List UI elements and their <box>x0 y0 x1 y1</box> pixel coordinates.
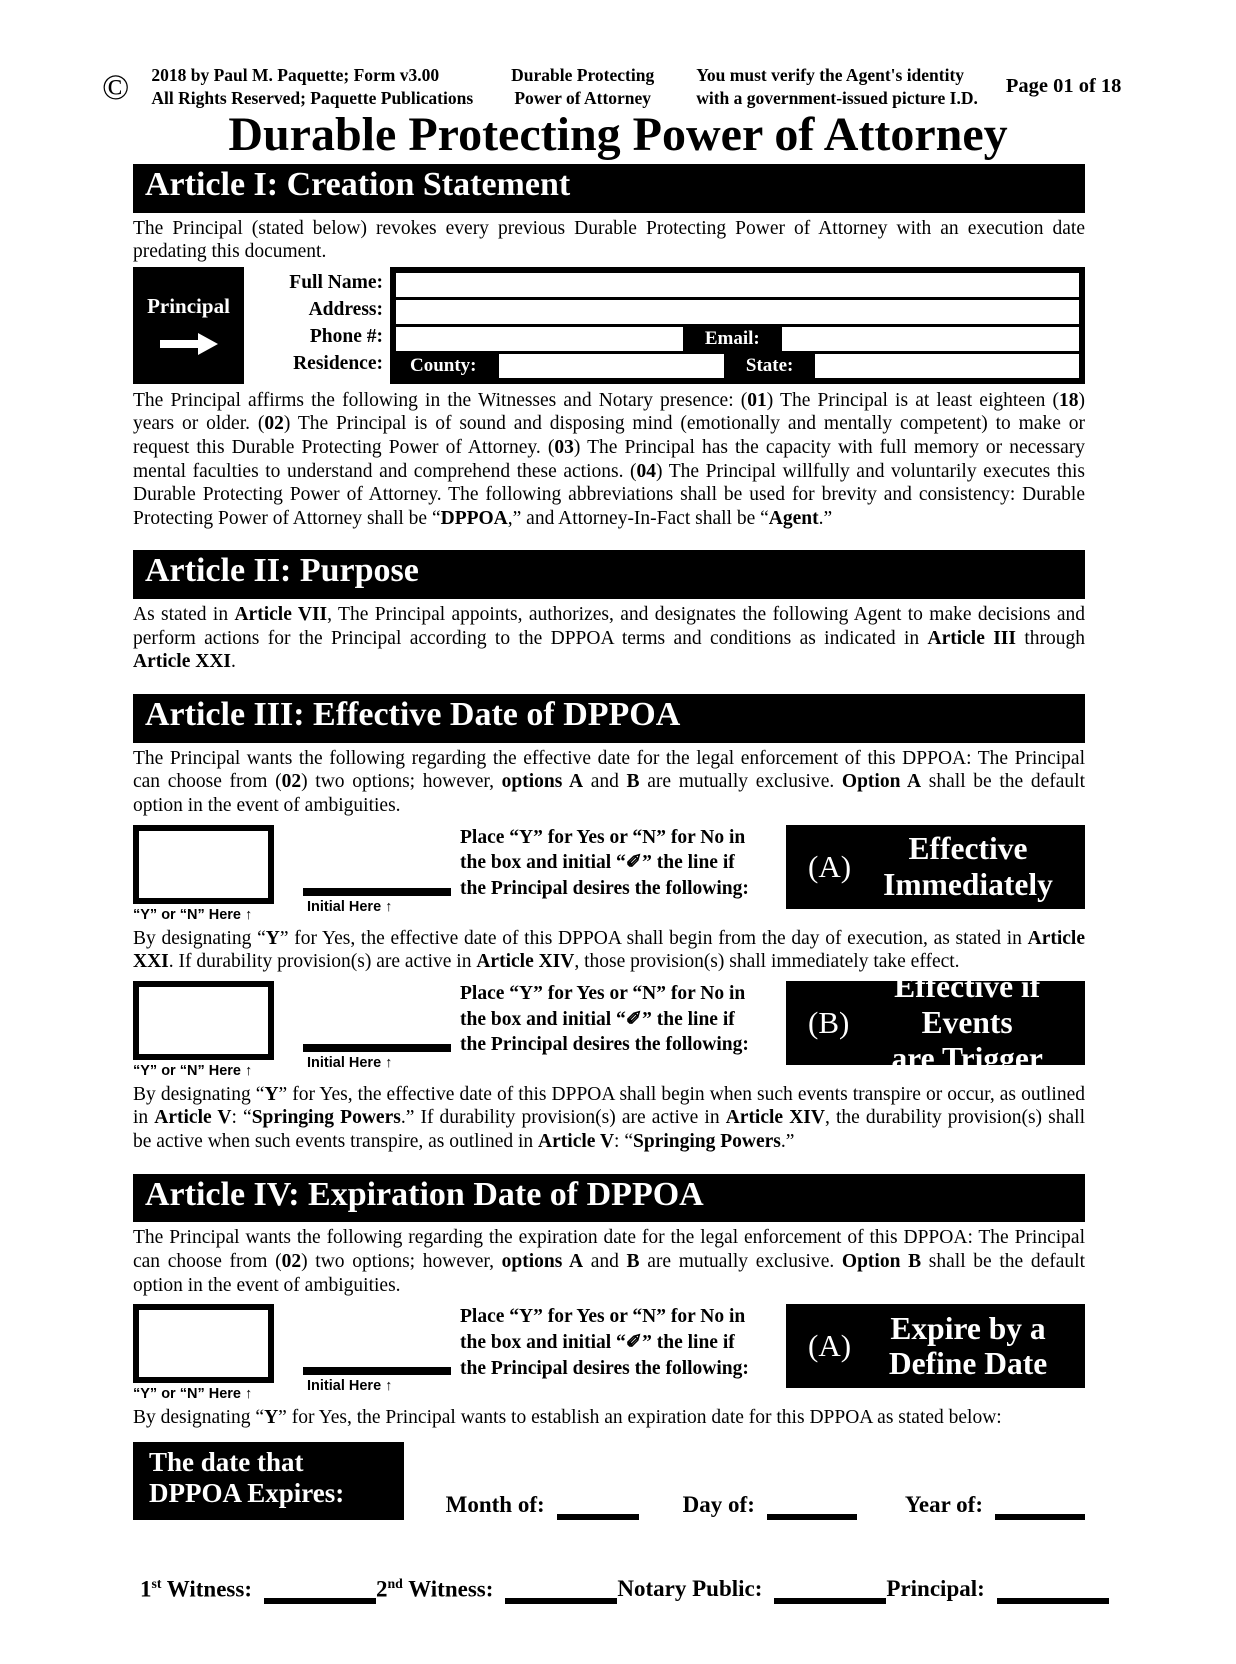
expiration-date-label: The date that DPPOA Expires: <box>133 1442 404 1520</box>
witness2-group <box>376 1576 617 1605</box>
phone-input[interactable] <box>396 327 683 351</box>
day-label: Day of: <box>682 1491 755 1517</box>
year-group <box>905 1492 1085 1520</box>
yn-here-caption: “Y” or “N” Here ↑ <box>133 906 253 923</box>
article4-option-a-row <box>133 1304 1085 1402</box>
option-title-line2: Define Date <box>888 1346 1048 1382</box>
county-input[interactable] <box>499 354 724 378</box>
option-title <box>863 969 1085 1076</box>
option-instruction <box>460 825 774 902</box>
option-title-line1: Effective <box>908 831 1028 866</box>
document-short-title-line1: Durable Protecting <box>511 65 655 85</box>
option-instruction-line2: the box and initial “✐” the line if <box>460 1331 735 1353</box>
page-title: Durable Protecting Power of Attorney <box>228 107 1008 161</box>
identity-notice <box>696 64 978 110</box>
phone-label: Phone #: <box>309 325 383 347</box>
month-group <box>446 1492 639 1520</box>
option-instruction-line1: Place “Y” for Yes or “N” for No in <box>460 826 746 848</box>
county-label: County: <box>410 354 477 376</box>
option-instruction-line2: the box and initial “✐” the line if <box>460 852 735 874</box>
year-label: Year of: <box>904 1491 983 1517</box>
month-label: Month of: <box>445 1491 545 1517</box>
article3-intro: The Principal wants the following regarding the effective date for the legal enforcement of this DPPOA: The Principal can choose from (02) two options; however, options A and B are mutually exclusive. Option A shall be the default option in the event of ambiguities. <box>133 747 1085 816</box>
article4-heading: Article IV: Expiration Date of DPPOA <box>133 1174 1085 1223</box>
day-group <box>683 1492 857 1520</box>
article3-heading: Article III: Effective Date of DPPOA <box>133 694 1085 743</box>
article3-option-b-initial-line[interactable] <box>303 1044 451 1052</box>
article4-option-a-yn-box[interactable] <box>133 1304 274 1383</box>
option-instruction-line3: the Principal desires the following: <box>460 1357 749 1379</box>
yn-here-caption: “Y” or “N” Here ↑ <box>133 1386 253 1403</box>
initial-here-caption: Initial Here ↑ <box>307 1378 393 1395</box>
article1-affirmations: The Principal affirms the following in the Witnesses and Notary presence: (01) The Principal is at least eighteen (18) years or older. (02) The Principal is of sound and disposing mind (emotionally and mentally competent) to make or request this Durable Protecting Power of Attorney. (03) The Principal has the capacity with full memory or necessary mental faculties to understand and comprehend these actions. (04) The Principal willfully and voluntarily executes this Durable Protecting Power of Attorney. The following abbreviations shall be used for brevity and consistency: Durable Protecting Power of Attorney shall be “DPPOA,” and Attorney-In-Fact shall be “Agent.” <box>133 389 1085 529</box>
month-blank-line[interactable] <box>557 1514 639 1520</box>
article2-body: As stated in Article VII, The Principal appoints, authorizes, and designates the following Agent to make decisions and perform actions for the Principal according to the DPPOA terms and conditions as indicated in Article III through Article XXI. <box>133 604 1085 673</box>
option-instruction-line1: Place “Y” for Yes or “N” for No in <box>460 1306 746 1328</box>
article3-option-a-explanation: By designating “Y” for Yes, the effective date of this DPPOA shall begin from the day of execution, as stated in Article XXI. If durability provision(s) are active in Article XIV, those provision(s) shall immediately take effect. <box>133 927 1085 973</box>
year-blank-line[interactable] <box>995 1514 1085 1520</box>
state-input[interactable] <box>815 354 1079 378</box>
principal-fields-panel <box>390 267 1085 384</box>
witness2-label: 2nd Witness: <box>376 1575 494 1602</box>
signature-row <box>140 1576 1085 1605</box>
principal-arrow-icon <box>158 331 220 357</box>
principal-field-labels <box>244 267 390 384</box>
article3-option-b-row <box>133 969 1085 1079</box>
option-instruction-line3: the Principal desires the following: <box>460 878 749 900</box>
principal-info-form <box>133 267 1085 384</box>
page-header <box>102 64 1136 110</box>
option-instruction-line3: the Principal desires the following: <box>460 1034 749 1056</box>
article1-heading: Article I: Creation Statement <box>133 164 1085 213</box>
option-title-line1: Expire by a <box>890 1310 1046 1346</box>
option-title-line2: are Trigger <box>891 1040 1043 1076</box>
option-letter: (B) <box>808 1004 850 1040</box>
option-title-line2: Immediately <box>883 866 1053 902</box>
identity-notice-line1: You must verify the Agent's identity <box>696 65 965 85</box>
witness1-group <box>140 1576 376 1605</box>
article3-option-a-initial-line[interactable] <box>303 888 451 896</box>
article3-option-a-row <box>133 825 1085 923</box>
option-title <box>865 831 1085 902</box>
principal-signature-label: Principal: <box>886 1576 985 1602</box>
document-short-title <box>511 64 654 110</box>
article4-option-a-banner <box>786 1304 1085 1388</box>
article4-option-a-explanation: By designating “Y” for Yes, the Principal wants to establish an expiration date for this DPPOA as stated below: <box>133 1407 1002 1429</box>
principal-signature-line[interactable] <box>997 1598 1109 1604</box>
copyright-line2: All Rights Reserved; Paquette Publications <box>151 87 474 108</box>
witness1-label: 1st Witness: <box>140 1575 252 1602</box>
identity-notice-line2: with a government-issued picture I.D. <box>696 87 978 108</box>
option-instruction <box>460 981 774 1058</box>
expiration-date-row <box>133 1442 1085 1520</box>
option-instruction-line1: Place “Y” for Yes or “N” for No in <box>460 982 746 1004</box>
article1-intro: The Principal (stated below) revokes every previous Durable Protecting Power of Attorney with an execution date predating this document. <box>133 217 1085 263</box>
option-letter: (A) <box>808 848 852 884</box>
article3-option-a-banner <box>786 825 1085 909</box>
principal-side-box <box>133 267 244 384</box>
article4-option-a-initial-line[interactable] <box>303 1367 451 1375</box>
article3-option-b-banner <box>786 969 1085 1076</box>
initial-here-caption: Initial Here ↑ <box>307 1054 393 1071</box>
state-label: State: <box>745 354 794 376</box>
copyright-text <box>151 64 473 110</box>
option-instruction-line2: the box and initial “✐” the line if <box>460 1008 735 1030</box>
document-content <box>133 164 1085 1520</box>
address-input[interactable] <box>396 300 1079 324</box>
day-blank-line[interactable] <box>767 1514 857 1520</box>
email-input[interactable] <box>782 327 1079 351</box>
yn-here-caption: “Y” or “N” Here ↑ <box>133 1062 253 1079</box>
email-label: Email: <box>704 327 760 349</box>
option-title-line1: Effective if Events <box>894 969 1041 1040</box>
witness2-signature-line[interactable] <box>505 1598 617 1604</box>
page-number: Page 01 of 18 <box>1005 75 1122 98</box>
article2-heading: Article II: Purpose <box>133 550 1085 599</box>
copyright-line1: 2018 by Paul M. Paquette; Form v3.00 <box>151 65 440 85</box>
witness1-signature-line[interactable] <box>264 1598 376 1604</box>
copyright-icon: © <box>102 66 130 107</box>
residence-label: Residence: <box>293 352 383 374</box>
principal-side-label: Principal <box>147 293 230 318</box>
option-instruction <box>460 1304 774 1381</box>
option-letter: (A) <box>808 1328 852 1364</box>
notary-group <box>617 1576 886 1604</box>
article3-option-a-yn-box[interactable] <box>133 825 274 904</box>
article3-option-b-explanation: By designating “Y” for Yes, the effective date of this DPPOA shall begin when such events transpire or occur, as outlined in Article V: “Springing Powers.” If durability provision(s) are active in Article XIV, the durability provision(s) shall be active when such events transpire, as outlined in Article V: “Springing Powers.” <box>133 1083 1085 1152</box>
article3-option-b-yn-box[interactable] <box>133 981 274 1060</box>
principal-signature-group <box>886 1576 1108 1604</box>
option-title <box>865 1311 1085 1382</box>
document-short-title-line2: Power of Attorney <box>514 87 652 108</box>
full-name-input[interactable] <box>396 273 1079 297</box>
full-name-label: Full Name: <box>289 271 383 293</box>
notary-signature-line[interactable] <box>774 1598 886 1604</box>
initial-here-caption: Initial Here ↑ <box>307 898 393 915</box>
document-page <box>0 64 1236 1604</box>
notary-label: Notary Public: <box>617 1576 763 1602</box>
article4-intro: The Principal wants the following regarding the expiration date for the legal enforcement of this DPPOA: The Principal can choose from (02) two options; however, options A and B are mutually exclusive. Option B shall be the default option in the event of ambiguities. <box>133 1227 1085 1296</box>
address-label: Address: <box>308 298 383 320</box>
